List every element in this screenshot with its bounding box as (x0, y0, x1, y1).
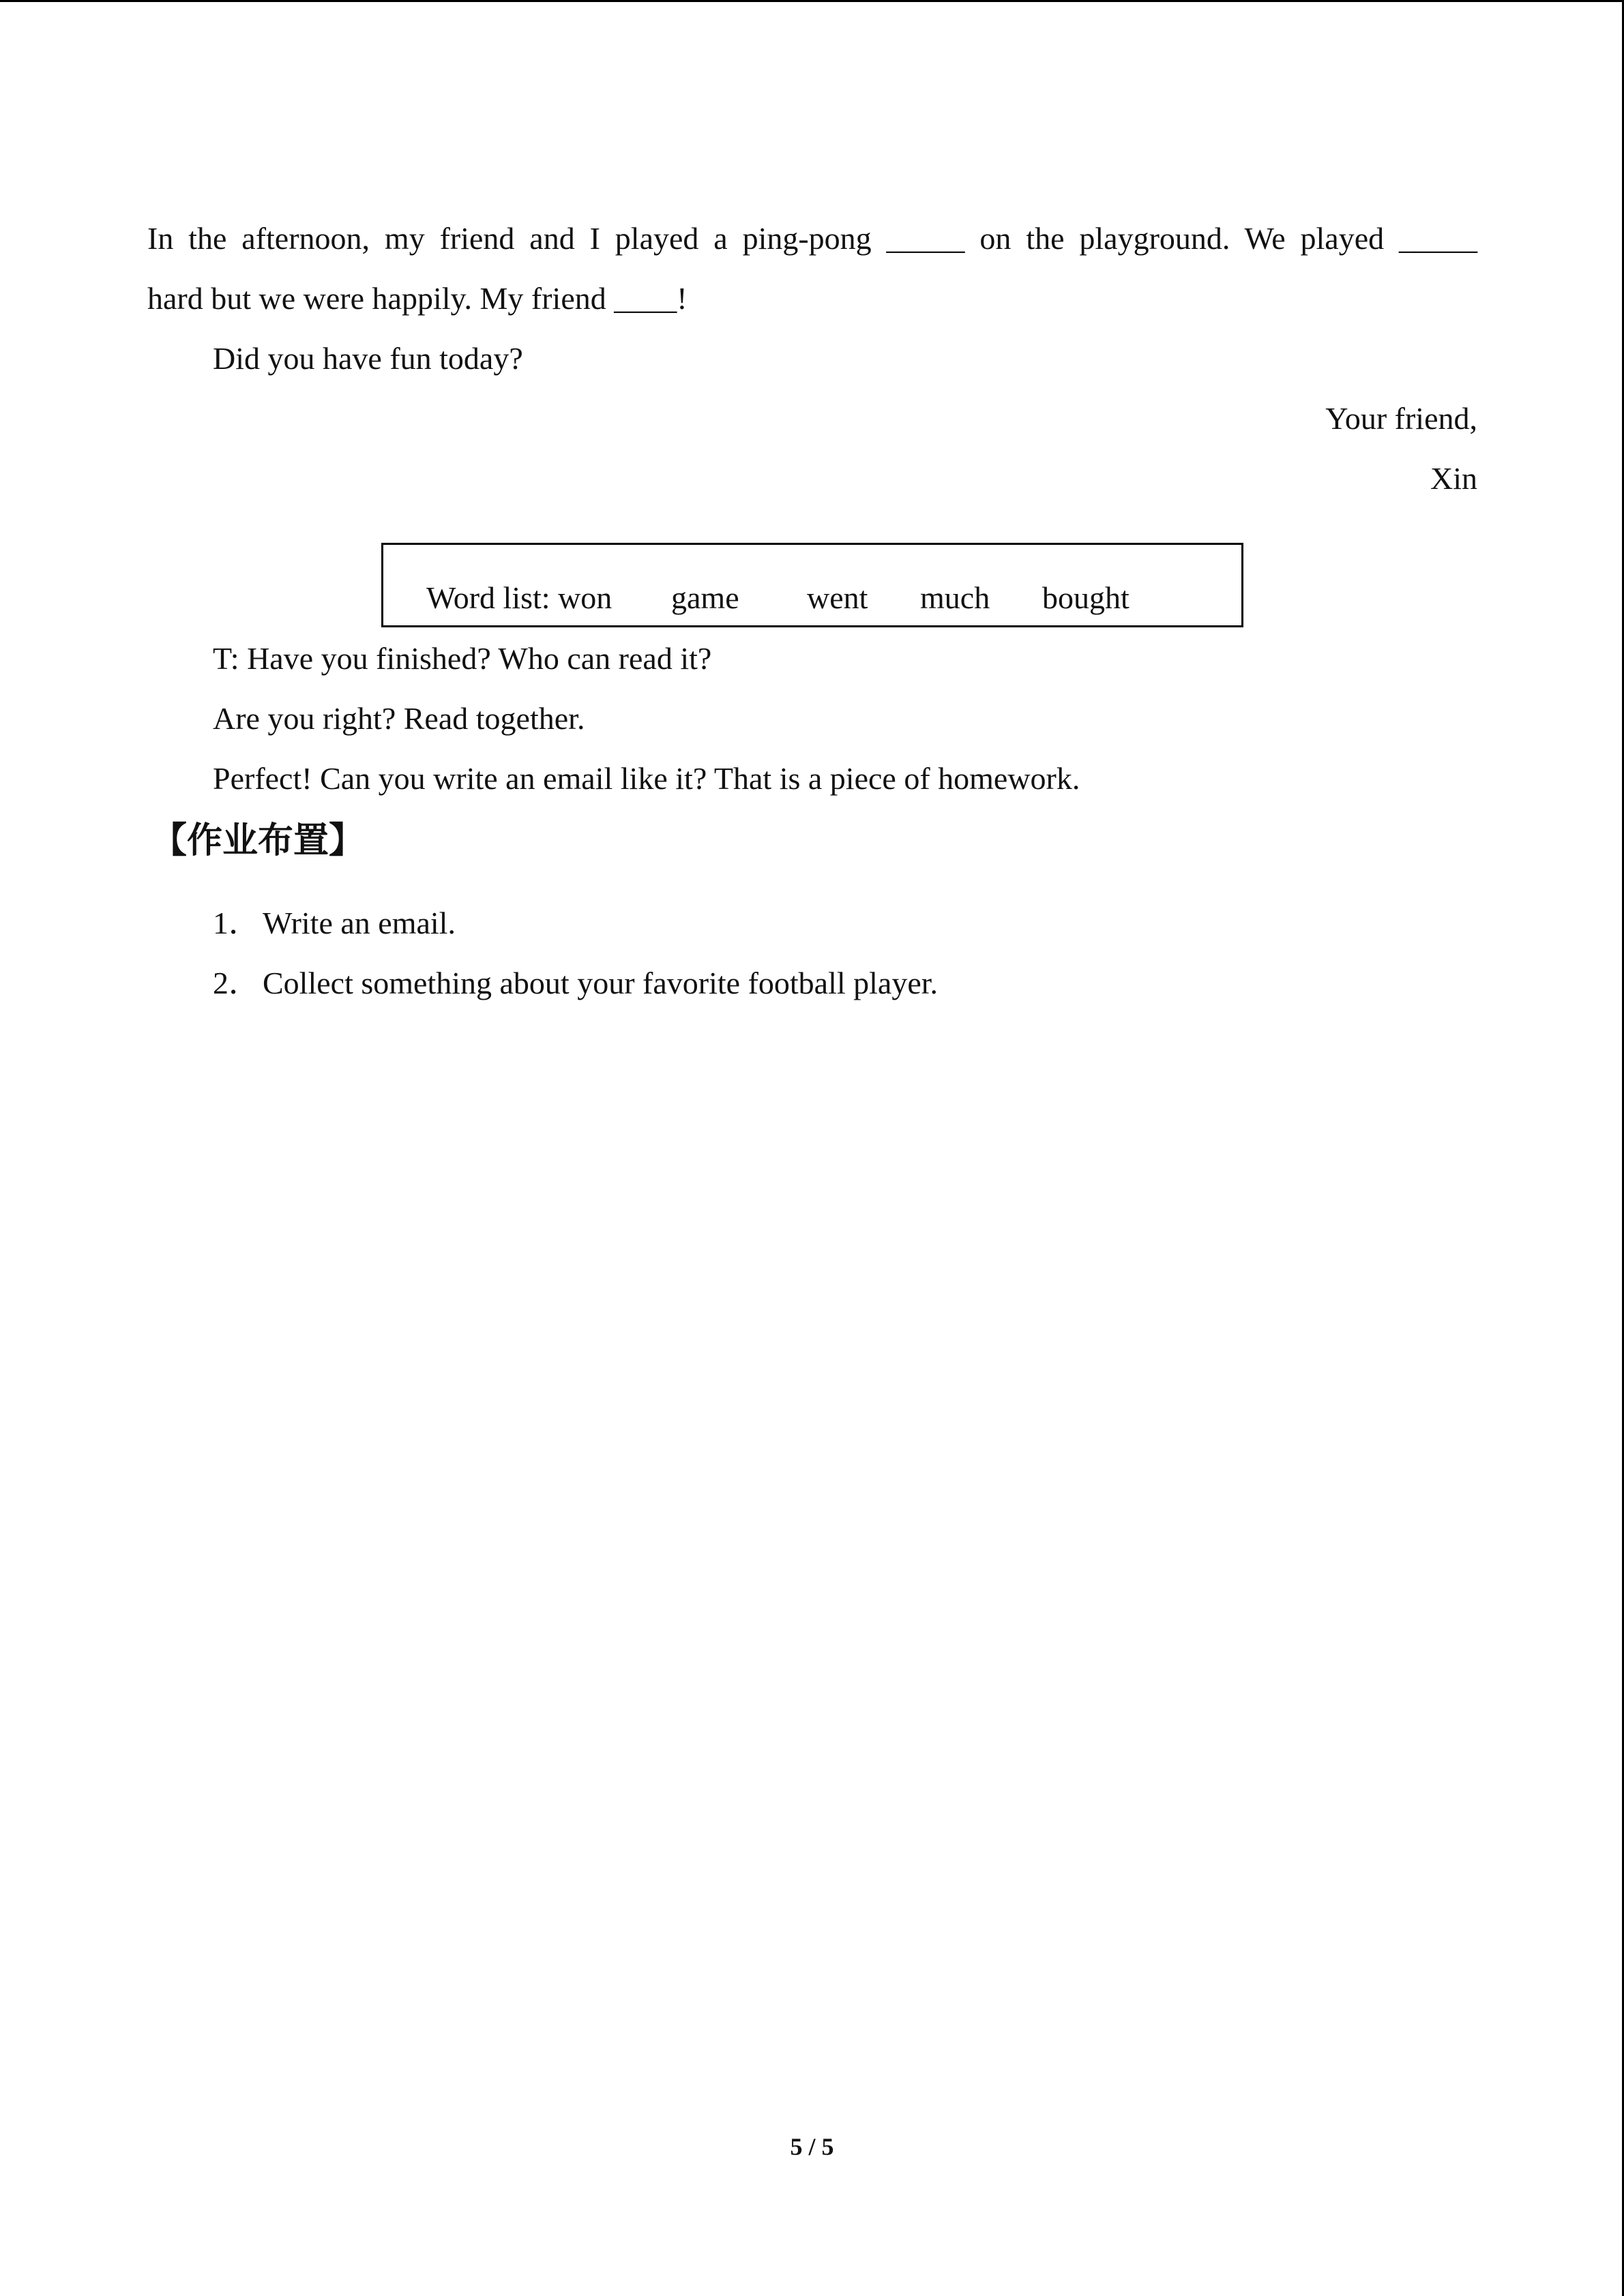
letter-question: Did you have fun today? (213, 341, 523, 376)
letter-closing: Your friend, (1325, 401, 1477, 436)
letter-line-2: hard but we were happily. My friend ____! (147, 281, 688, 316)
letter-line-1: In the afternoon, my friend and I played a ping-pong _____ on the playground. We played _____ (147, 221, 1477, 256)
word-list-item: went (807, 580, 868, 615)
homework-item-text: Collect something about your favorite football player. (263, 966, 939, 1000)
homework-item-number: 2． (213, 966, 260, 1000)
word-list-item: bought (1042, 580, 1130, 615)
page-top-border (0, 0, 1624, 2)
word-list-item: much (920, 580, 990, 615)
homework-item-number: 1． (213, 906, 260, 940)
homework-item-text: Write an email. (263, 906, 456, 940)
word-list-label: Word list: won (426, 580, 612, 615)
dialogue-line-1: T: Have you finished? Who can read it? (213, 641, 712, 676)
dialogue-line-2: Are you right? Read together. (213, 701, 585, 736)
dialogue-line-3: Perfect! Can you write an email like it? That is a piece of homework. (213, 761, 1080, 796)
homework-heading: 【作业布置】 (151, 820, 365, 861)
letter-signature: Xin (1430, 461, 1477, 496)
word-list-item: game (671, 580, 739, 615)
page-number: 5 / 5 (790, 2133, 834, 2160)
